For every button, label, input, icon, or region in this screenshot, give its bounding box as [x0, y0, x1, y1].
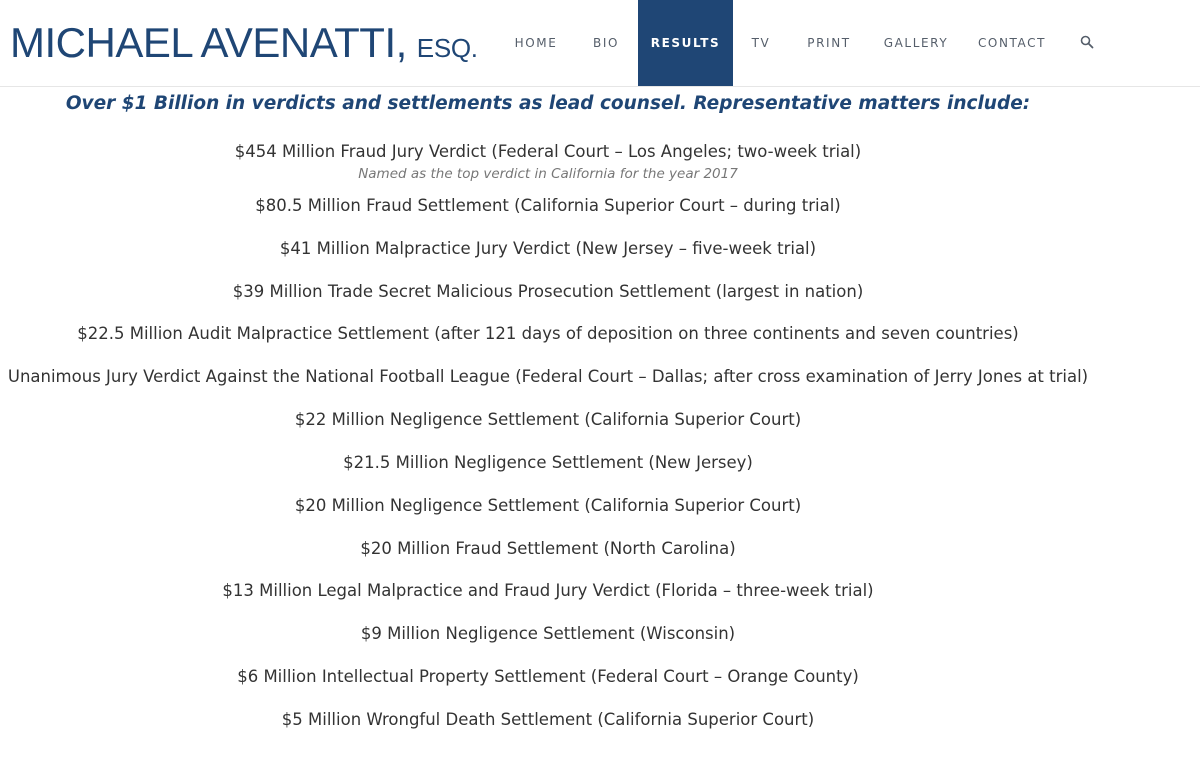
logo-suffix: ESQ. — [416, 33, 478, 63]
nav-item-results[interactable]: RESULTS — [638, 0, 733, 86]
matter-item: $5 Million Wrongful Death Settlement (California Superior Court) — [281, 710, 815, 729]
results-intro: Over $1 Billion in verdicts and settlements as lead counsel. Representative matters include: — [65, 93, 1031, 114]
matter-item: $20 Million Negligence Settlement (California Superior Court) — [294, 496, 802, 515]
matter-item: $22 Million Negligence Settlement (California Superior Court) — [294, 410, 802, 429]
matter-item: $22.5 Million Audit Malpractice Settlement (after 121 days of deposition on three continents and seven countries) — [77, 324, 1019, 343]
search-icon[interactable] — [1080, 35, 1096, 51]
matter-item: $21.5 Million Negligence Settlement (New Jersey) — [343, 453, 753, 472]
matter-item: $41 Million Malpractice Jury Verdict (New Jersey – five-week trial) — [279, 239, 817, 258]
matter-note: Named as the top verdict in California for the year 2017 — [358, 166, 738, 182]
matter-item: Unanimous Jury Verdict Against the National Football League (Federal Court – Dallas; after cross examination of Jerry Jones at trial) — [7, 367, 1089, 386]
logo-name: MICHAEL AVENATTI, — [10, 19, 407, 66]
matter-item: $9 Million Negligence Settlement (Wisconsin) — [360, 624, 736, 643]
matter-item: $20 Million Fraud Settlement (North Carolina) — [360, 539, 736, 558]
nav-item-contact[interactable]: CONTACT — [977, 36, 1047, 50]
matter-item: $13 Million Legal Malpractice and Fraud Jury Verdict (Florida – three-week trial) — [222, 581, 874, 600]
nav-item-print[interactable]: PRINT — [807, 36, 851, 50]
nav-item-tv[interactable]: TV — [751, 36, 771, 50]
nav-item-gallery[interactable]: GALLERY — [883, 36, 949, 50]
nav-item-bio[interactable]: BIO — [592, 36, 620, 50]
matter-item: $39 Million Trade Secret Malicious Prosecution Settlement (largest in nation) — [232, 282, 864, 301]
main-nav — [0, 0, 1200, 86]
nav-item-home[interactable]: HOME — [514, 36, 558, 50]
matter-item: $6 Million Intellectual Property Settlement (Federal Court – Orange County) — [237, 667, 859, 686]
site-header — [0, 0, 1200, 87]
matter-item: $80.5 Million Fraud Settlement (California Superior Court – during trial) — [255, 196, 841, 215]
matter-item: $454 Million Fraud Jury Verdict (Federal Court – Los Angeles; two-week trial) — [234, 142, 862, 161]
